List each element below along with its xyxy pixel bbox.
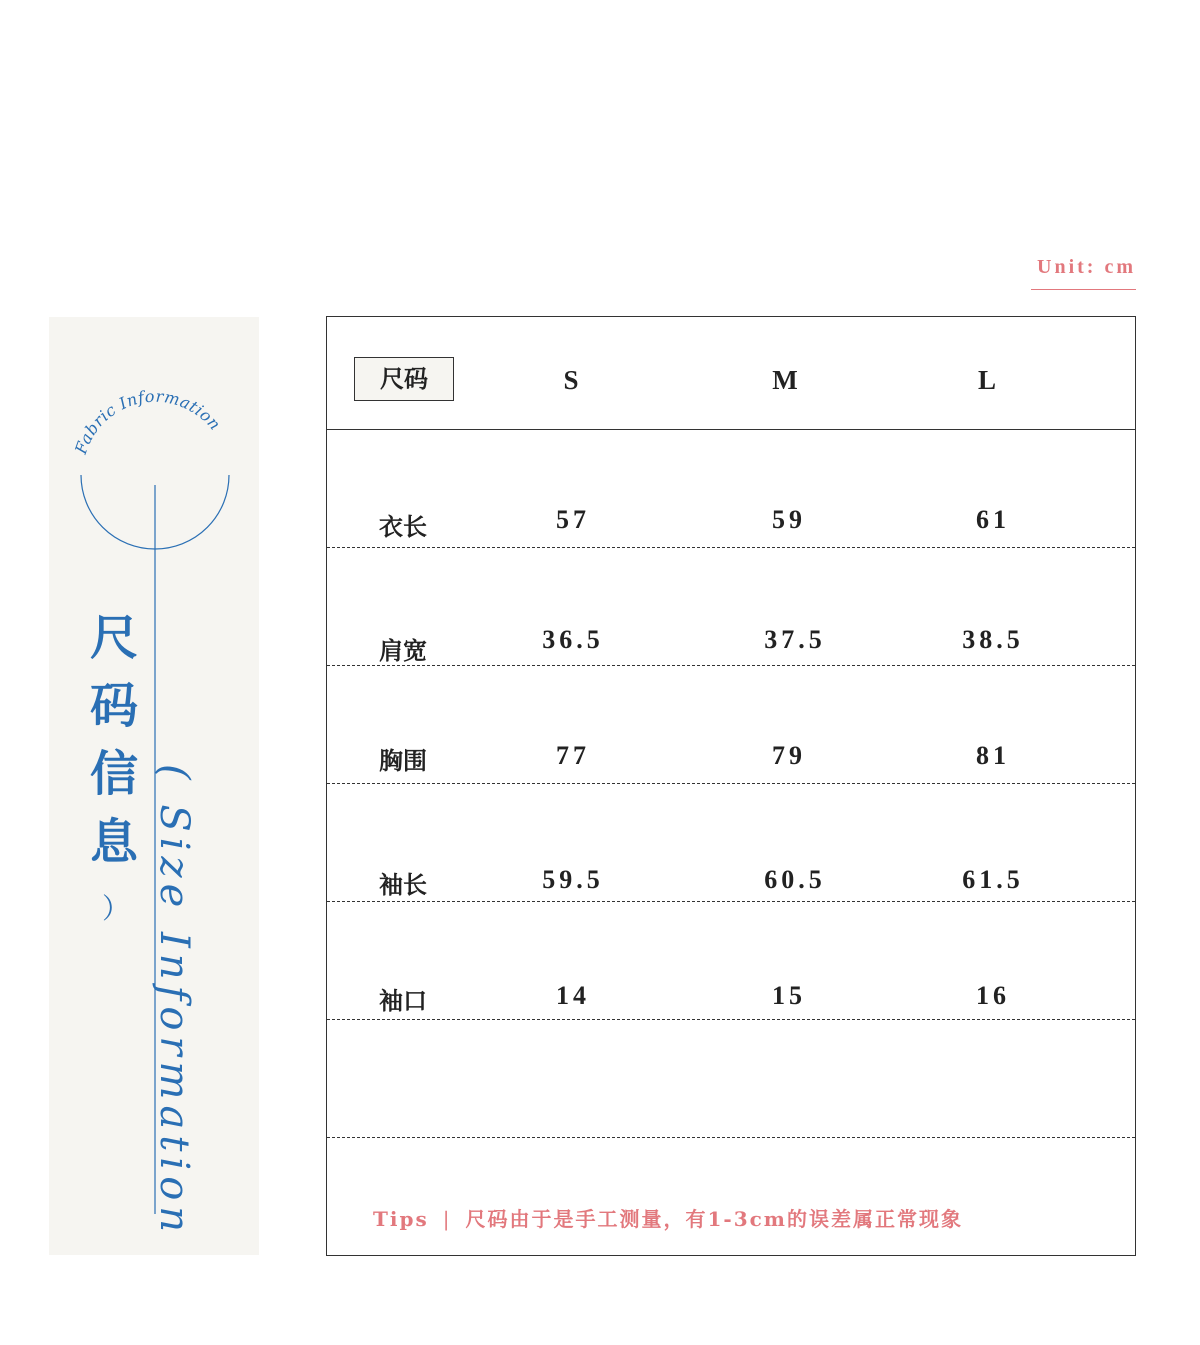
table-cell: 57 xyxy=(556,505,590,534)
table-cell: 59 xyxy=(772,505,806,534)
table-cell: 38.5 xyxy=(962,625,1024,654)
table-cell: 59.5 xyxy=(542,865,604,894)
table-cell: 15 xyxy=(772,981,806,1010)
table-cell: 37.5 xyxy=(764,625,826,654)
row-divider xyxy=(327,901,1135,902)
row-label-length: 衣长 xyxy=(379,512,427,541)
table-cell: 77 xyxy=(556,741,590,770)
tips-text: 尺码由于是手工测量，有1-3cm的误差属正常现象 xyxy=(465,1207,963,1231)
title-char-4: 息 xyxy=(89,814,138,870)
tips-separator: | xyxy=(442,1207,452,1231)
row-label-shoulder: 肩宽 xyxy=(379,636,427,665)
title-char-3: 信 xyxy=(89,746,138,802)
size-table xyxy=(326,316,1136,1256)
unit-underline xyxy=(1031,289,1136,290)
row-divider xyxy=(327,1019,1135,1020)
table-cell: 16 xyxy=(976,981,1010,1010)
table-cell: 36.5 xyxy=(542,625,604,654)
table-cell: 14 xyxy=(556,981,590,1010)
size-corner-tag: 尺码 xyxy=(354,357,454,401)
tips-label: Tips xyxy=(373,1207,429,1231)
arc-caption: Fabric Information xyxy=(71,386,225,457)
table-cell: 61 xyxy=(976,505,1010,534)
table-cell: 60.5 xyxy=(764,865,826,894)
column-header-m: M xyxy=(772,365,798,395)
tips-note xyxy=(373,1203,963,1232)
column-header-s: S xyxy=(563,365,579,395)
row-label-chest: 胸围 xyxy=(379,746,427,775)
title-char-1: 尺 xyxy=(89,610,138,666)
title-char-2: 码 xyxy=(89,678,138,734)
header-divider xyxy=(327,429,1135,430)
title-paren-close: ） xyxy=(101,892,130,925)
table-cell: 61.5 xyxy=(962,865,1024,894)
column-header-l: L xyxy=(977,365,996,395)
table-cell: 79 xyxy=(772,741,806,770)
side-english-title: ( Size Information xyxy=(151,764,197,1239)
table-cell: 81 xyxy=(976,741,1010,770)
row-divider xyxy=(327,783,1135,784)
row-divider xyxy=(327,665,1135,666)
row-label-cuff: 袖口 xyxy=(379,986,427,1015)
row-label-sleeve: 袖长 xyxy=(379,870,427,899)
unit-label: Unit: cm xyxy=(1037,256,1136,278)
row-divider xyxy=(327,1137,1135,1138)
row-divider xyxy=(327,547,1135,548)
